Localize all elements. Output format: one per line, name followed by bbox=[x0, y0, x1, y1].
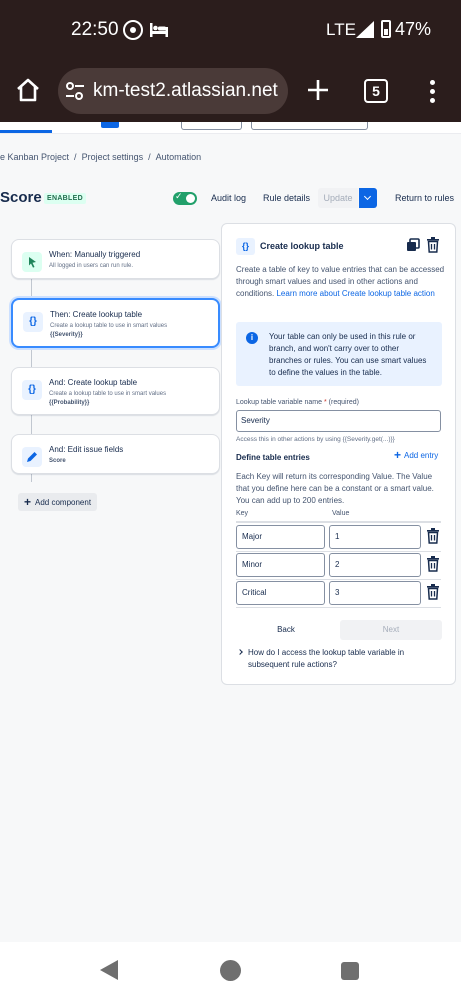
define-entries-title: Define table entries bbox=[236, 453, 310, 462]
site-settings-icon[interactable] bbox=[64, 80, 86, 102]
rule-details-button[interactable]: Rule details bbox=[263, 193, 311, 203]
entry-value-input[interactable]: 3 bbox=[329, 581, 421, 605]
search-input-edge[interactable] bbox=[251, 122, 368, 130]
active-tab-indicator bbox=[0, 130, 52, 133]
back-icon[interactable] bbox=[100, 960, 118, 980]
status-bar bbox=[0, 0, 461, 60]
whatsapp-icon bbox=[123, 20, 143, 40]
component-title: Then: Create lookup table bbox=[50, 310, 143, 319]
address-bar[interactable] bbox=[58, 68, 288, 114]
curly-braces-icon: {} bbox=[236, 238, 255, 255]
rule-enabled-toggle[interactable] bbox=[173, 192, 197, 205]
component-title: When: Manually triggered bbox=[49, 250, 141, 259]
rule-title: Score bbox=[0, 189, 42, 206]
automation-page bbox=[0, 122, 461, 942]
info-icon: i bbox=[246, 332, 258, 344]
row-divider bbox=[236, 607, 441, 608]
panel-title: Create lookup table bbox=[260, 241, 344, 251]
network-type: LTE bbox=[326, 20, 356, 39]
key-column-header: Key bbox=[236, 510, 249, 517]
component-edit-issue-fields[interactable] bbox=[11, 434, 220, 474]
tab-switcher-icon[interactable]: 5 bbox=[364, 79, 388, 103]
clock: 22:50 bbox=[71, 19, 119, 40]
nav-input-edge[interactable] bbox=[181, 122, 242, 130]
component-title: And: Create lookup table bbox=[49, 378, 138, 387]
url-text: km-test2.atlassian.net bbox=[93, 80, 278, 101]
variable-name-input[interactable]: Severity bbox=[236, 410, 441, 432]
status-badge: ENABLED bbox=[44, 193, 86, 204]
trash-icon[interactable] bbox=[426, 556, 440, 572]
sleep-icon bbox=[150, 23, 168, 37]
copy-icon[interactable] bbox=[406, 238, 420, 252]
signal-icon bbox=[356, 21, 374, 43]
breadcrumb-project-settings[interactable]: Project settings bbox=[81, 152, 144, 162]
add-component-button[interactable]: + Add component bbox=[18, 493, 97, 511]
system-nav-bar bbox=[0, 942, 461, 999]
breadcrumb-project[interactable]: e Kanban Project bbox=[0, 152, 70, 162]
browser-toolbar bbox=[0, 60, 461, 122]
curly-braces-icon: {} bbox=[22, 380, 42, 400]
breadcrumb-automation[interactable]: Automation bbox=[155, 152, 202, 162]
entry-value-input[interactable]: 2 bbox=[329, 553, 421, 577]
entry-key-input[interactable]: Major bbox=[236, 525, 325, 549]
chevron-right-icon bbox=[237, 649, 243, 655]
table-header-divider bbox=[236, 521, 441, 523]
home-circle-icon[interactable] bbox=[220, 960, 241, 981]
add-entry-button[interactable]: + Add entry bbox=[394, 448, 439, 462]
plus-icon: + bbox=[394, 448, 402, 462]
update-button[interactable]: Update bbox=[318, 188, 358, 208]
entry-key-input[interactable]: Critical bbox=[236, 581, 325, 605]
panel-description: Create a table of key to value entries that can be accessed through smart values and used in other actions and conditions. Learn more about Create lookup table action bbox=[236, 265, 445, 298]
trash-icon[interactable] bbox=[426, 237, 440, 253]
row-divider bbox=[236, 551, 441, 552]
audit-log-button[interactable]: Audit log bbox=[211, 193, 247, 203]
battery-level: 47% bbox=[395, 19, 432, 39]
recents-icon[interactable] bbox=[341, 962, 359, 980]
back-button[interactable]: Back bbox=[277, 625, 295, 634]
component-trigger[interactable] bbox=[11, 239, 220, 279]
battery-icon bbox=[381, 20, 391, 38]
info-message bbox=[236, 322, 442, 386]
entry-value-input[interactable]: 1 bbox=[329, 525, 421, 549]
component-create-lookup-probability[interactable] bbox=[11, 367, 220, 415]
trash-icon[interactable] bbox=[426, 584, 440, 600]
info-text: Your table can only be used in this rule or branch, and won't carry over to other branches or rules. You can use smart values to define the values in the table. bbox=[269, 332, 427, 377]
learn-more-link[interactable]: Learn more about Create lookup table action bbox=[276, 289, 435, 298]
component-subtitle: Score bbox=[49, 458, 66, 464]
entry-key-input[interactable]: Minor bbox=[236, 553, 325, 577]
chevron-down-icon[interactable] bbox=[359, 188, 377, 208]
table-description: Each Key will return its corresponding Value. The Value that you define here can be a constant or a smart value. You can add up to 200 entries. bbox=[236, 472, 434, 505]
component-config-panel bbox=[221, 223, 456, 685]
more-options-icon[interactable] bbox=[425, 78, 439, 104]
top-nav-strip bbox=[0, 122, 461, 134]
component-create-lookup-severity[interactable] bbox=[11, 298, 220, 348]
variable-name-label: Lookup table variable name * (required) bbox=[236, 399, 360, 406]
pencil-icon bbox=[22, 447, 42, 467]
cursor-click-icon bbox=[22, 252, 42, 272]
trash-icon[interactable] bbox=[426, 528, 440, 544]
value-column-header: Value bbox=[332, 510, 350, 517]
plus-icon: + bbox=[24, 495, 32, 509]
return-to-rules-button[interactable]: Return to rules bbox=[395, 193, 455, 203]
component-title: And: Edit issue fields bbox=[49, 445, 124, 454]
row-divider bbox=[236, 579, 441, 580]
variable-help-text: Access this in other actions by using {{Severity.get(...)}} bbox=[236, 436, 395, 443]
faq-text: How do I access the lookup table variable in subsequent rule actions? bbox=[248, 648, 405, 669]
component-subtitle: Create a lookup table to use in smart values {{Probability}} bbox=[49, 391, 167, 406]
home-icon[interactable] bbox=[14, 76, 42, 104]
component-subtitle: All logged in users can run rule. bbox=[49, 263, 134, 269]
create-button-edge[interactable] bbox=[101, 122, 119, 128]
new-tab-icon[interactable] bbox=[305, 77, 331, 103]
breadcrumb: e Kanban Project / Project settings / Automation bbox=[0, 152, 202, 162]
component-subtitle: Create a lookup table to use in smart values {{Severity}} bbox=[50, 323, 168, 338]
next-button[interactable]: Next bbox=[340, 620, 442, 640]
curly-braces-icon: {} bbox=[23, 312, 43, 332]
